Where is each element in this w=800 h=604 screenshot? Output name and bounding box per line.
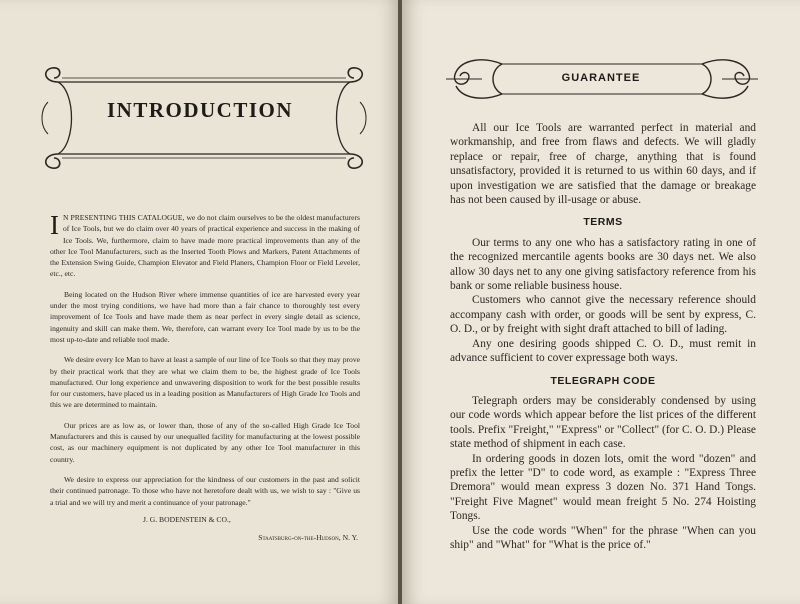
signature-block (58, 515, 358, 542)
guarantee-text (450, 121, 756, 552)
paragraph: We desire every Ice Man to have at least a sample of our line of Ice Tools so that they may prove by their practical work that they are what we claim them to be, the highest grade of Ice Tools manufactured. Our long experience and unwavering disposition to work for the best possible results for our customers, have placed us in a leading position as Manufacturers of High Grade Ice Tools and this we are determined to maintain. (50, 355, 360, 410)
page-title: INTRODUCTION (106, 98, 294, 122)
page-title: GUARANTEE (561, 72, 641, 84)
paragraph: Telegraph orders may be considerably condensed by using our code words which appear before the list prices of the different tools. Prefix "Freight," "Express" or "Collect" (for C. O. D.) Please state method of shipment in each case. (450, 394, 756, 451)
paragraph: Being located on the Hudson River where immense quantities of ice are harvested every year under the most trying conditions, we have had more than a fair chance to thoroughly test every improvement of Ice Tools and have made them as near perfect in every single detail as science, ingenuity and skill can make them. We, therefore, can warrant every Ice Tool made by us to be the most up-to-date and reliable tool made. (50, 289, 360, 344)
paragraph: We desire to express our appreciation for the kindness of our customers in the past and solicit their continued patronage. To those who have not heretofore dealt with us, we wish to say : "Give us a trial and we will try and merit a continuance of your patronage." (50, 474, 360, 507)
firm-location: Staatsburg-on-the-Hudson, N. Y. (258, 533, 358, 542)
right-page (402, 0, 800, 604)
section-heading: TERMS (583, 216, 623, 229)
paragraph: Our prices are as low as, or lower than, those of any of the so-called High Grade Ice Tool Manufacturers and this is caused by our unequalled facility for manufacturing at the lowest possible cost, as our machinery equipment is not duplicated by any other Ice Tool manufacturer in this country. (50, 420, 360, 464)
paragraph: All our Ice Tools are warranted perfect in material and workmanship, and free from flaws and defects. We will gladly replace or repair, free of charge, anything that is found unsatisfactory, provided it is returned to us within 60 days, and if upon investigation we are satisfied that the damage or breakage has not been caused by ill-usage or abuse. (450, 122, 756, 207)
section-heading: TELEGRAPH CODE (550, 374, 656, 387)
firm-name: J. G. BODENSTEIN & CO., (143, 515, 231, 524)
paragraph: Use the code words "When" for the phrase "When can you ship" and "What" for "What is the price of." (450, 524, 756, 551)
drop-cap: I (50, 210, 59, 240)
paragraph: In ordering goods in dozen lots, omit the word "dozen" and prefix the letter "D" to code word, as example : "Express Three Dremora" would mean express 3 dozen No. 371 Hand Tongs. "Freight Five Magnet" would mean freight 5 No. 274 Hoisting Tongs. (450, 452, 756, 523)
paragraph: Our terms to any one who has a satisfactory rating in one of the recognized mercantile agents books are 30 days net. We also allow 30 days net to any one giving satisfactory reference from his bank or some reliable business house. (450, 236, 756, 293)
paragraph: Any one desiring goods shipped C. O. D., must remit in advance sufficient to cover expressage both ways. (450, 337, 756, 365)
paragraph: I N PRESENTING THIS CATALOGUE, we do not claim ourselves to be the oldest manufacturers of Ice Tools, but we do claim over 40 years of practical experience and success in the making of Ice Tools. We, furthermore, claim to have made more practical improvements than any of the other Ice Tool Manufacturers, such as the Inserted Tooth Plows and Markers, Patent Attachments of the Extension Swing Guide, Champion Elevator and Field Planers, Champion Floor or Field Leveler, etc., etc. (50, 210, 360, 279)
introduction-text (50, 212, 360, 517)
paragraph: Customers who cannot give the necessary reference should accompany cash with order, or goods will be sent by express, C. O. D., or by freight with sight draft attached to bill of lading. (450, 294, 756, 336)
